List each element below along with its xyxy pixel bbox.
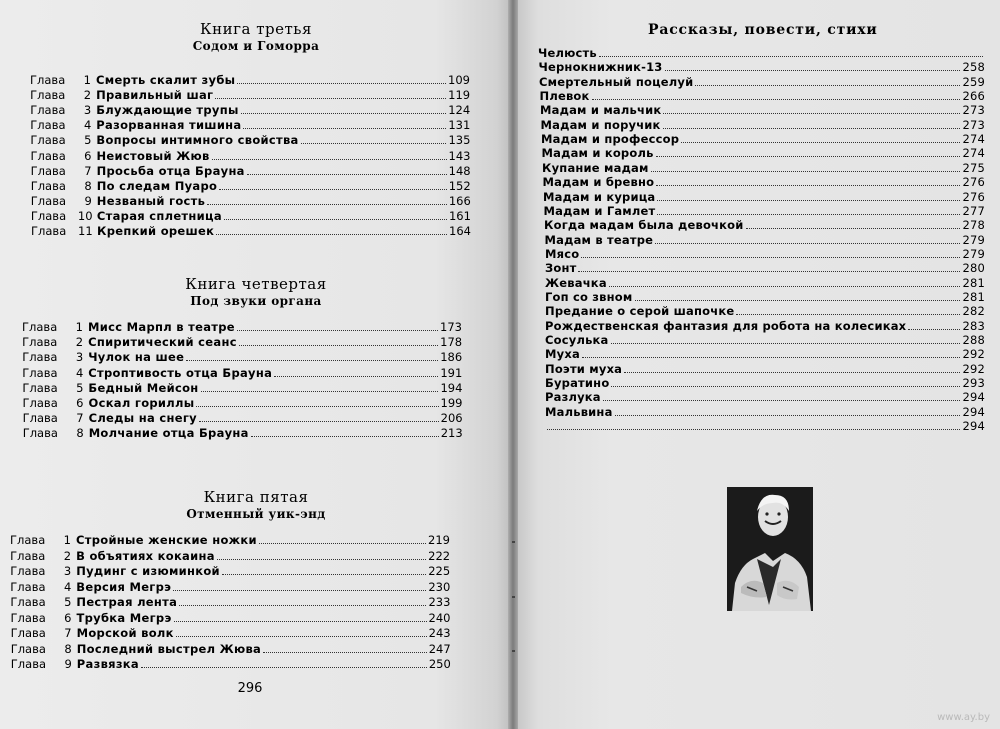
story-title: Смертельный поцелуй [539, 74, 694, 89]
book4-title: Книга четвертая [185, 275, 327, 293]
story-title: Мадам и Гамлет [543, 203, 656, 218]
dot-leader [173, 590, 426, 591]
page-ref: 230 [428, 579, 451, 594]
story-title: Купание мадам [542, 160, 649, 175]
page-ref: 186 [440, 350, 463, 365]
dot-leader [547, 429, 960, 430]
chapter-number: 1 [63, 533, 71, 547]
toc-row [22, 365, 462, 380]
dot-leader [141, 667, 427, 668]
page-ref: 294 [962, 404, 985, 419]
story-title: Челюсть [538, 46, 597, 60]
page-ref: 148 [448, 163, 471, 178]
story-row [545, 319, 985, 333]
story-row [542, 146, 986, 160]
story-title: Мадам в театре [544, 232, 654, 247]
chapter-title: Пестрая лента [76, 595, 178, 609]
chapter-label: Глава [22, 411, 58, 426]
chapter-label: Глава [30, 163, 66, 178]
chapter-number: 9 [64, 657, 72, 671]
toc-row [10, 579, 450, 594]
toc-row [10, 532, 450, 547]
dot-leader [609, 286, 961, 287]
binding-stitch [512, 596, 515, 598]
story-row [540, 89, 986, 103]
chapter-title: Молчание отца Брауна [88, 426, 249, 441]
chapter-number: 3 [83, 103, 92, 118]
dot-leader [207, 204, 447, 205]
chapter-title: Спиритический сеанс [88, 335, 237, 350]
story-row [545, 247, 985, 261]
chapter-label: Глава [10, 533, 46, 547]
toc-row [10, 548, 450, 563]
dot-leader [611, 343, 961, 344]
story-row [545, 347, 985, 361]
page-ref: 173 [440, 320, 462, 334]
chapter-number: 2 [63, 548, 72, 563]
page-ref: 258 [962, 60, 985, 75]
chapter-number: 5 [64, 595, 72, 609]
story-title: Мальвина [545, 404, 613, 419]
chapter-number: 6 [64, 610, 72, 625]
story-row [545, 362, 985, 376]
chapter-number: 5 [84, 133, 92, 148]
watermark: www.ay.by [937, 712, 990, 723]
page-ref: 288 [962, 333, 985, 347]
chapter-number: 1 [83, 73, 91, 87]
page-ref: 225 [428, 564, 451, 578]
page-ref: 276 [962, 175, 985, 190]
page-ref: 135 [448, 133, 471, 148]
book5-subtitle: Отменный уик-энд [186, 507, 326, 521]
chapter-title: Последний выстрел Жюва [76, 641, 262, 656]
page-ref: 281 [962, 289, 985, 304]
dot-leader [746, 228, 961, 229]
chapter-label: Глава [10, 610, 46, 625]
story-row [544, 204, 986, 218]
page-ref: 283 [962, 318, 985, 333]
dot-leader [681, 142, 960, 143]
dot-leader [301, 143, 447, 144]
chapter-label: Глава [22, 365, 58, 380]
toc-row [23, 410, 463, 425]
dot-leader [219, 189, 446, 190]
chapter-label: Глава [31, 224, 67, 238]
page-ref: 143 [448, 148, 471, 163]
chapter-title: Мисс Марпл в театре [88, 320, 235, 334]
toc-row [10, 594, 450, 609]
chapter-label: Глава [22, 335, 58, 350]
dot-leader [222, 574, 426, 575]
page-ref: 259 [962, 74, 985, 89]
chapter-number: 11 [78, 224, 93, 238]
dot-leader [635, 300, 961, 301]
dot-leader [908, 329, 960, 330]
page-ref: 274 [962, 146, 985, 161]
page-ref: 124 [448, 103, 471, 118]
dot-leader [179, 605, 426, 606]
story-row [544, 218, 985, 232]
page-ref: 280 [962, 261, 985, 276]
story-title: Мадам и поручик [540, 117, 661, 132]
story-row [540, 103, 985, 117]
dot-leader [241, 113, 447, 114]
chapter-title: Морской волк [76, 626, 174, 640]
page-ref: 292 [962, 347, 985, 362]
chapter-title: Развязка [76, 657, 139, 671]
dot-leader [176, 636, 427, 637]
page-ref: 266 [962, 89, 985, 104]
chapter-label: Глава [10, 657, 47, 671]
chapter-label: Глава [30, 88, 66, 103]
chapter-title: Пудинг с изюминкой [76, 564, 220, 578]
book5-title: Книга пятая [203, 488, 309, 506]
chapter-label: Глава [10, 626, 46, 640]
chapter-number: 3 [75, 350, 84, 365]
page-ref: 282 [962, 304, 985, 319]
chapter-title: Следы на снегу [88, 411, 197, 426]
toc-row [30, 117, 470, 132]
story-title: Мадам и бревно [542, 175, 655, 190]
chapter-number: 4 [75, 365, 84, 380]
page-ref: 178 [440, 335, 463, 350]
story-title: Мадам и профессор [541, 132, 680, 147]
chapter-title: Крепкий орешек [97, 224, 215, 238]
dot-leader [215, 98, 446, 99]
chapter-title: Незваный гость [96, 193, 206, 208]
page-ref: 278 [962, 218, 985, 233]
page-ref: 275 [962, 160, 985, 175]
story-row [545, 390, 985, 404]
chapter-label: Глава [22, 380, 58, 395]
dot-leader [251, 436, 439, 437]
page-ref: 222 [428, 548, 451, 563]
dot-leader [582, 357, 961, 358]
chapter-title: По следам Пуаро [96, 178, 218, 193]
chapter-label: Глава [10, 564, 46, 578]
story-title: Предание о серой шапочке [545, 304, 735, 319]
page-ref: 206 [440, 411, 463, 426]
page-ref: 247 [428, 641, 451, 656]
dot-leader [201, 391, 439, 392]
chapter-title: Трубка Мегрэ [76, 610, 172, 625]
dot-leader [656, 156, 961, 157]
story-row [541, 118, 986, 132]
chapter-label: Глава [10, 595, 46, 609]
chapter-number: 5 [76, 380, 84, 395]
story-title: Мадам и король [541, 146, 654, 161]
book-spine [508, 0, 518, 729]
page-ref: 294 [962, 390, 985, 405]
dot-leader [656, 185, 960, 186]
chapter-label: Глава [30, 103, 66, 118]
chapter-title: Разорванная тишина [96, 118, 242, 133]
chapter-title: Стройные женские ножки [76, 533, 257, 547]
dot-leader [657, 200, 960, 201]
chapter-number: 7 [84, 163, 92, 178]
dot-leader [578, 271, 960, 272]
dot-leader [212, 159, 447, 160]
chapter-number: 2 [83, 88, 92, 103]
story-row [545, 233, 986, 247]
page-ref: 233 [428, 595, 451, 609]
toc-row [23, 425, 463, 440]
story-row [545, 419, 985, 433]
chapter-number: 4 [83, 118, 92, 133]
dot-leader [665, 70, 961, 71]
chapter-title: Смерть скалит зубы [96, 73, 236, 87]
chapter-label: Глава [30, 118, 66, 133]
story-row [545, 333, 985, 347]
book4-subtitle: Под звуки органа [190, 294, 322, 308]
story-title: Чернокнижник-13 [538, 60, 663, 75]
chapter-number: 2 [75, 335, 84, 350]
story-row [538, 46, 985, 60]
story-title: Плевок [539, 89, 590, 104]
story-title: Мясо [545, 246, 580, 261]
chapter-number: 9 [84, 193, 92, 208]
story-row [543, 190, 985, 204]
dot-leader [695, 85, 960, 86]
binding-stitch [512, 650, 515, 652]
page-ref: 199 [440, 396, 463, 410]
toc-row [10, 563, 450, 578]
chapter-label: Глава [30, 148, 66, 163]
chapter-title: Правильный шаг [96, 88, 214, 103]
chapter-label: Глава [22, 396, 58, 410]
toc-row [31, 223, 471, 238]
page-ref: 276 [962, 189, 985, 204]
chapter-title: Версия Мегрэ [76, 579, 172, 594]
toc-row [30, 102, 470, 117]
page-ref: 250 [428, 657, 451, 671]
story-row [542, 161, 985, 175]
chapter-title: Строптивость отца Брауна [88, 365, 273, 380]
story-title: Гоп со звном [545, 289, 633, 304]
chapter-number: 10 [77, 208, 93, 223]
chapter-title: Старая сплетница [96, 208, 222, 223]
dot-leader [239, 345, 438, 346]
dot-leader [736, 314, 960, 315]
page-ref: 281 [962, 275, 985, 290]
story-row [545, 261, 985, 275]
chapter-label: Глава [30, 193, 67, 208]
chapter-label: Глава [10, 548, 46, 563]
chapter-title: Неистовый Жюв [96, 148, 210, 163]
page-ref: 131 [448, 118, 471, 133]
story-row [541, 132, 985, 146]
page-ref: 164 [449, 224, 471, 238]
page-ref: 279 [962, 232, 985, 247]
chapter-label: Глава [10, 641, 46, 656]
chapter-label: Глава [22, 350, 58, 365]
story-title: Мадам и мальчик [540, 103, 662, 118]
story-row [545, 405, 985, 419]
chapter-number: 8 [84, 178, 92, 193]
chapter-label: Глава [22, 320, 58, 334]
story-title: Мадам и курица [543, 189, 656, 204]
dot-leader [174, 621, 427, 622]
stories-section-title: Рассказы, повести, стихи [648, 22, 878, 38]
toc-row [30, 72, 470, 87]
page-ref: 293 [962, 376, 985, 391]
page-ref: 152 [448, 178, 471, 193]
toc-row [11, 656, 451, 671]
chapter-title: Вопросы интимного свойства [96, 133, 299, 148]
dot-leader [651, 171, 961, 172]
page-ref: 243 [428, 626, 451, 640]
dot-leader [247, 174, 447, 175]
story-row [539, 75, 985, 89]
dot-leader [196, 406, 438, 407]
chapter-title: Просьба отца Брауна [96, 163, 245, 178]
dot-leader [263, 652, 427, 653]
story-title: Разлука [545, 390, 601, 405]
chapter-title: Оскал гориллы [88, 396, 195, 410]
story-title: Жевачка [545, 275, 607, 290]
chapter-number: 4 [63, 579, 72, 594]
story-title: Сосулька [545, 333, 609, 347]
page-ref: 219 [428, 533, 450, 547]
dot-leader [663, 113, 960, 114]
page-ref: 292 [962, 361, 985, 376]
page-number: 296 [237, 681, 263, 696]
toc-row [11, 641, 451, 656]
toc-row [23, 395, 463, 410]
dot-leader [624, 372, 960, 373]
page-ref: 191 [440, 365, 463, 380]
book3-title: Книга третья [200, 20, 312, 38]
chapter-title: Блуждающие трупы [96, 103, 239, 118]
page-ref: 240 [428, 610, 451, 625]
page-ref: 109 [448, 73, 470, 87]
dot-leader [615, 415, 961, 416]
toc-row [11, 625, 451, 640]
dot-leader [186, 360, 438, 361]
page-ref: 166 [448, 193, 471, 208]
chapter-label: Глава [30, 208, 67, 223]
story-row [545, 276, 985, 290]
dot-leader [243, 128, 446, 129]
page-ref: 277 [962, 203, 985, 218]
chapter-title: В объятиях кокаина [76, 548, 215, 563]
story-row [545, 376, 985, 390]
chapter-label: Глава [22, 426, 58, 441]
toc-row [31, 148, 471, 163]
chapter-number: 6 [84, 148, 92, 163]
story-title: Когда мадам была девочкой [544, 218, 744, 233]
toc-row [22, 349, 462, 364]
portrait-illustration [727, 487, 813, 611]
story-title: Рождественская фантазия для робота на колесиках [545, 318, 907, 333]
story-title: Буратино [545, 376, 610, 391]
dot-leader [655, 243, 960, 244]
page-ref: 273 [962, 103, 985, 118]
dot-leader [581, 257, 960, 258]
story-title: Поэти муха [545, 361, 623, 376]
page-ref: 119 [448, 88, 471, 103]
page-ref: 294 [962, 419, 985, 434]
chapter-number: 6 [76, 396, 84, 410]
chapter-title: Чулок на шее [88, 350, 185, 365]
story-row [545, 290, 985, 304]
story-title: Зонт [545, 261, 577, 276]
toc-row [30, 87, 470, 102]
dot-leader [216, 234, 447, 235]
chapter-label: Глава [30, 178, 66, 193]
dot-leader [657, 214, 960, 215]
toc-row [30, 132, 470, 147]
book3-subtitle: Содом и Гоморра [192, 39, 320, 53]
dot-leader [663, 128, 961, 129]
dot-leader [237, 83, 446, 84]
dot-leader [274, 376, 438, 377]
page-ref: 274 [962, 132, 985, 147]
story-row [543, 175, 986, 189]
chapter-number: 7 [64, 626, 72, 640]
dot-leader [599, 56, 983, 57]
chapter-number: 8 [64, 641, 72, 656]
page-ref: 213 [440, 426, 463, 441]
story-row [545, 304, 985, 318]
toc-row [22, 380, 462, 395]
toc-row [22, 319, 462, 334]
chapter-number: 3 [63, 564, 72, 578]
dot-leader [199, 421, 439, 422]
chapter-title: Бедный Мейсон [88, 380, 199, 395]
toc-row [11, 610, 451, 625]
dot-leader [592, 99, 961, 100]
toc-row [31, 208, 471, 223]
chapter-number: 1 [75, 320, 83, 334]
page-ref: 194 [440, 380, 463, 395]
page-ref: 273 [962, 117, 985, 132]
dot-leader [259, 543, 426, 544]
page-ref: 279 [962, 246, 985, 261]
chapter-number: 7 [76, 411, 84, 426]
dot-leader [237, 330, 438, 331]
dot-leader [611, 386, 960, 387]
dot-leader [217, 559, 426, 560]
toc-row [31, 193, 471, 208]
dot-leader [603, 400, 961, 401]
dot-leader [224, 219, 447, 220]
chapter-label: Глава [30, 73, 66, 87]
toc-row [31, 163, 471, 178]
chapter-number: 8 [76, 426, 84, 441]
story-title: Муха [545, 347, 580, 362]
toc-row [31, 178, 471, 193]
chapter-label: Глава [30, 133, 66, 148]
binding-stitch [512, 541, 515, 543]
chapter-label: Глава [10, 579, 46, 594]
toc-row [22, 334, 462, 349]
story-row [539, 60, 986, 74]
page-ref: 161 [448, 208, 471, 223]
